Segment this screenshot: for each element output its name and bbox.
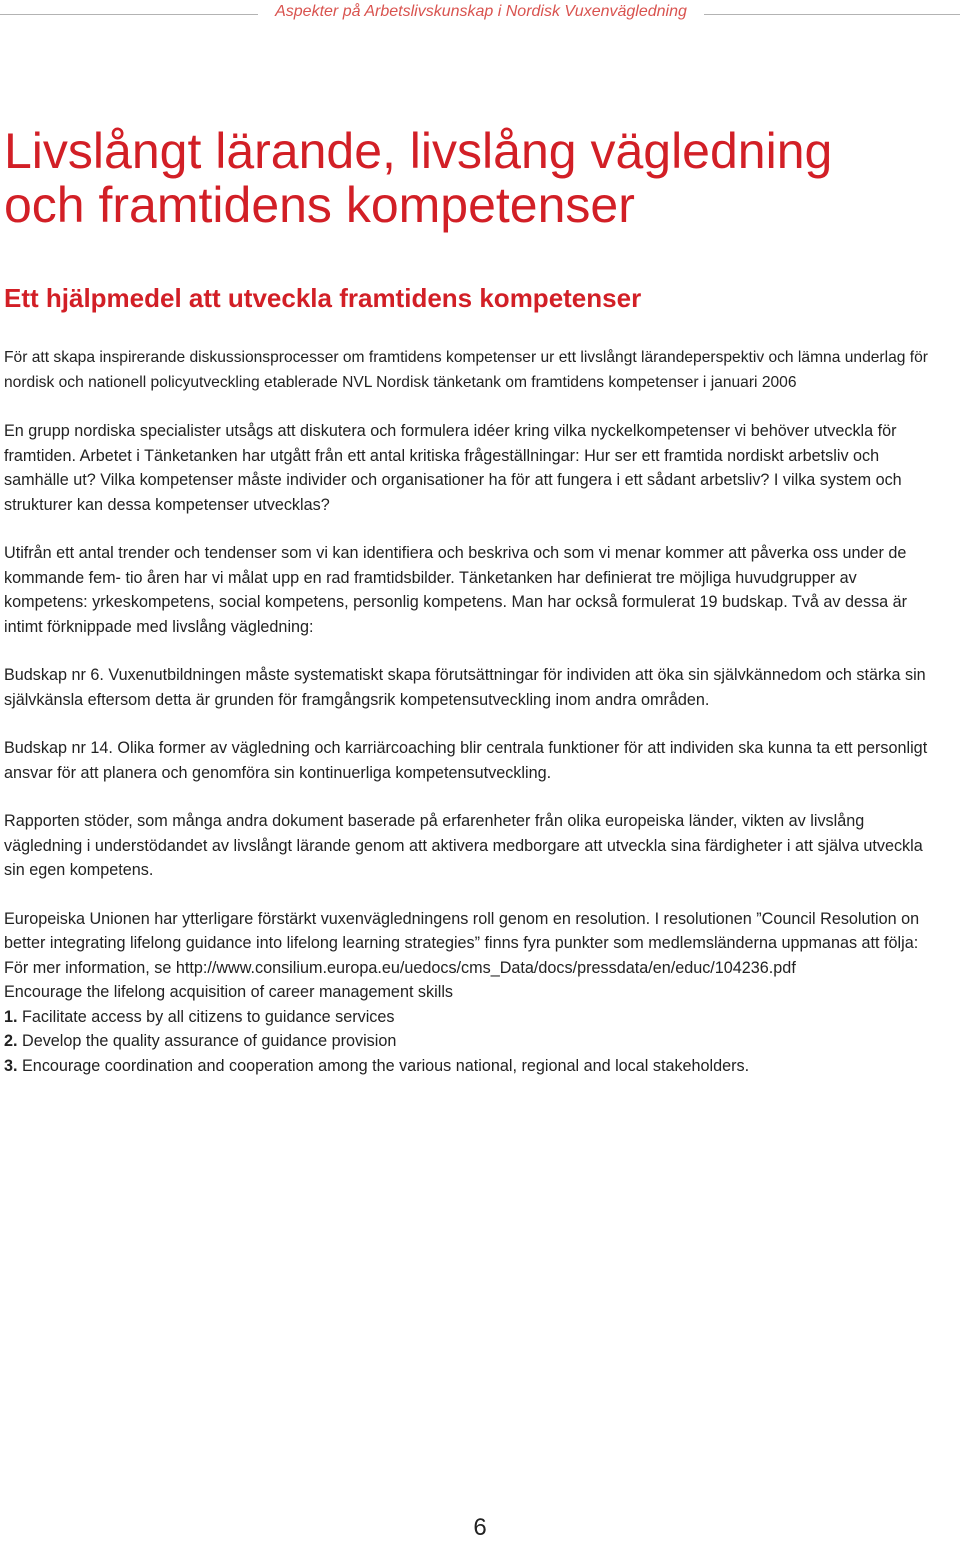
header-rule-right <box>704 14 960 15</box>
page-number: 6 <box>473 1514 487 1541</box>
point-text: Encourage coordination and cooperation among the various national, regional and local stakeholders. <box>17 1056 750 1075</box>
point-text: Develop the quality assurance of guidance provision <box>17 1032 397 1050</box>
paragraph-report: Rapporten stöder, som många andra dokument baserade på erfarenheter från olika europeiska länder, vikten av livslång vägledning i understödandet av livslångt lärande genom att aktivera medborgare att utveckla sina färdigheter i att själva utveckla sin egen kompetens. <box>4 812 923 879</box>
point-number: 2. <box>4 1032 18 1050</box>
page-title-line-2: och framtidens kompetenser <box>4 177 635 233</box>
paragraph-specialists: En grupp nordiska specialister utsågs att diskutera och formulera idéer kring vilka nyckelkompetenser vi behöver utveckla för framtiden. Arbetet i Tänketanken har utgått från ett antal kritiska frågeställningar: Hur ser ett framtida nordiskt arbetsliv och samhälle ut? Vilka kompetenser måste individer och organisationer ha för att fungera i ett sådant arbetsliv? I vilka system och strukturer kan dessa kompetenser utvecklas? <box>4 422 902 514</box>
resolution-point-intro: Encourage the lifelong acquisition of career management skills <box>4 983 454 1001</box>
point-number: 1. <box>4 1007 18 1026</box>
paragraph-budskap-14: Budskap nr 14. Olika former av vägledning och karriärcoaching blir centrala funktioner för att individen ska kunna ta ett personligt ansvar för att planera och genomföra sin kontinuerliga kompetensutveckling. <box>4 739 928 782</box>
paragraph-eu-resolution: Europeiska Unionen har ytterligare förstärkt vuxenvägledningens roll genom en resolution. I resolutionen ”Council Resolution on better integrating lifelong guidance into lifelong learning strategies” finns fyra punkter som medlemsländerna uppmanas att följa: <box>4 909 920 952</box>
resolution-point <box>4 1005 944 1030</box>
page-title-line-1: Livslångt lärande, livslång vägledning <box>4 123 833 179</box>
paragraph-budskap-6: Budskap nr 6. Vuxenutbildningen måste systematiskt skapa förutsättningar för individen att öka sin självkännedom och stärka sin självkänsla eftersom detta är grunden för framgångsrik kompetensutveckling inom andra områden. <box>4 666 926 709</box>
resolution-point <box>4 1054 944 1079</box>
page-title <box>4 124 832 232</box>
point-number: 3. <box>4 1056 18 1075</box>
running-header <box>0 2 960 28</box>
section-subtitle: Ett hjälpmedel att utveckla framtidens kompetenser <box>4 283 642 313</box>
resolution-point <box>4 1029 944 1054</box>
paragraph-intro: För att skapa inspirerande diskussionsprocesser om framtidens kompetenser ur ett livslångt lärandeperspektiv och lämna underlag för nordisk och nationell policyutveckling etablerade NVL Nordisk tänketank om framtidens kompetenser i januari 2006 <box>4 349 928 391</box>
point-text: Facilitate access by all citizens to guidance services <box>17 1007 395 1026</box>
running-title: Aspekter på Arbetslivskunskap i Nordisk Vuxenvägledning <box>275 3 687 20</box>
paragraph-trends: Utifrån ett antal trender och tendenser som vi kan identifiera och beskriva och som vi menar kommer att påverka oss under de kommande fem- tio åren har vi målat upp en rad framtidsbilder. Tänketanken har definierat tre möjliga huvudgrupper av kompetens: yrkeskompetens, social kompetens, personlig kompetens. Man har också formulerat 19 budskap. Två av dessa är intimt förknippade med livslång vägledning: <box>4 544 908 636</box>
body-text <box>4 346 944 1078</box>
header-rule-left <box>0 14 258 15</box>
more-info-link-text: För mer information, se http://www.consilium.europa.eu/uedocs/cms_Data/docs/pressdata/en/educ/104236.pdf <box>4 958 796 977</box>
